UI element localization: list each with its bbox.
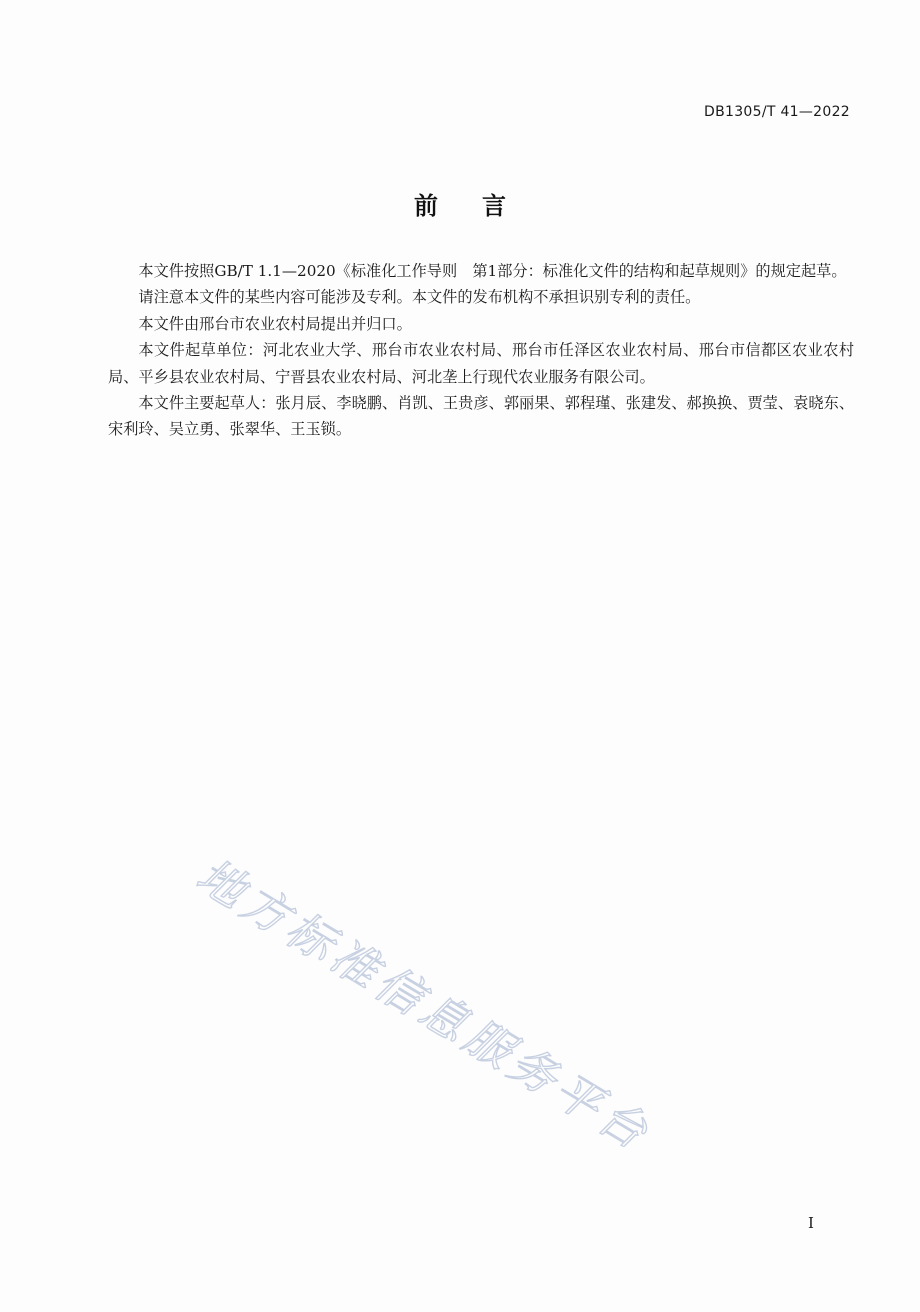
paragraph-proposer: 本文件由邢台市农业农村局提出并归口。 <box>138 314 412 333</box>
document-code: DB1305/T 41—2022 <box>704 104 850 120</box>
page-number: I <box>808 1214 814 1232</box>
paragraph-patent-notice: 请注意本文件的某些内容可能涉及专利。本文件的发布机构不承担识别专利的责任。 <box>138 288 701 307</box>
paragraph-drafting-rules: 本文件按照GB/T 1.1—2020《标准化工作导则 第1部分：标准化文件的结构和起草规则》的规定起草。 <box>138 262 847 280</box>
paragraph-drafters: 本文件主要起草人：张月辰、李晓鹏、肖凯、王贵彦、郭丽果、郭程瑾、张建发、郝换换、贾莹、袁晓东、宋利玲、吴立勇、张翠华、王玉锁。 <box>108 394 854 439</box>
paragraph-drafting-units: 本文件起草单位：河北农业大学、邢台市农业农村局、邢台市任泽区农业农村局、邢台市信都区农业农村局、平乡县农业农村局、宁晋县农业农村局、河北垄上行现代农业服务有限公司。 <box>108 341 854 386</box>
section-heading: 前言 <box>414 192 550 220</box>
foreword-body <box>108 258 854 443</box>
watermark-text: 地方标准信息服务平台 <box>187 847 662 1162</box>
